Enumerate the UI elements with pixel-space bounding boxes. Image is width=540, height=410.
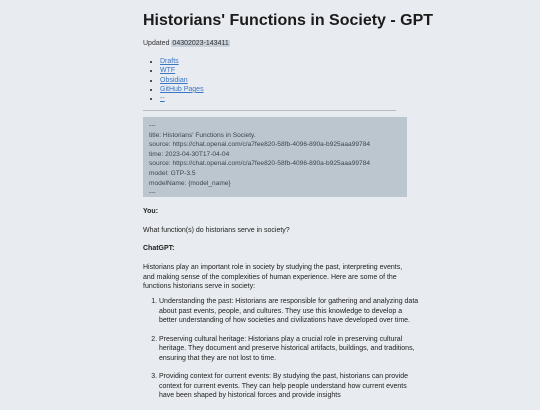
- dashes-link[interactable]: --: [160, 95, 165, 103]
- metadata-line: ---: [149, 189, 156, 197]
- horizontal-rule: [143, 110, 396, 111]
- nav-item-wtf: [160, 66, 204, 75]
- list-item: 2. Preserving cultural heritage: Historians play a crucial role in preserving cultural heritage. They document and preserve historical artifacts, buildings, and traditions, ensuring that they are not lost to time.: [159, 335, 421, 364]
- metadata-line: source: https://chat.openai.com/c/a7fee820-58fb-4096-890a-b925aaa99784: [149, 160, 371, 168]
- metadata-line: source: https://chat.openai.com/c/a7fee820-58fb-4096-890a-b925aaa99784: [149, 141, 371, 149]
- updated-timestamp: 04302023-143411: [172, 40, 229, 47]
- nav-links: [143, 57, 204, 103]
- nav-item-github-pages: [160, 85, 204, 94]
- nav-item-obsidian: [160, 76, 204, 85]
- gpt-label: ChatGPT:: [143, 245, 175, 252]
- page-title: Historians' Functions in Society - GPT: [143, 12, 434, 29]
- wtf-link[interactable]: WTF: [160, 67, 176, 75]
- drafts-link[interactable]: Drafts: [160, 58, 179, 65]
- metadata-block: [143, 117, 407, 197]
- nav-item-drafts: [160, 57, 204, 66]
- gpt-intro: Historians play an important role in society by studying the past, interpreting events, and making sense of the complexities of human experience. Here are some of the functions historians serve in society:: [143, 264, 403, 290]
- user-label: You:: [143, 208, 159, 215]
- metadata-line: time: 2023-04-30T17-04-04: [149, 150, 230, 158]
- list-item: 3. Providing context for current events: By studying the past, historians can provide context for current events. They can help people understand how current events have been shaped by historical forces and provide insights: [159, 372, 421, 401]
- updated-line: [143, 40, 230, 47]
- metadata-line: modelName: {model_name}: [149, 179, 231, 187]
- functions-list: [143, 297, 421, 410]
- metadata-line: model: GTP-3.5: [149, 169, 196, 177]
- metadata-line: title: Historians' Functions in Society.: [149, 131, 256, 139]
- list-item: 1. Understanding the past: Historians are responsible for gathering and analyzing data about past events, people, and cultures. They use this knowledge to develop a better understanding of how societies and civilizations have developed over time.: [159, 297, 421, 326]
- user-question: What function(s) do historians serve in society?: [143, 227, 290, 234]
- metadata-line: ---: [149, 122, 156, 129]
- nav-item-dashes: [160, 94, 204, 103]
- updated-label: Updated: [143, 40, 170, 47]
- obsidian-link[interactable]: Obsidian: [160, 76, 188, 84]
- github-pages-link[interactable]: GitHub Pages: [160, 85, 204, 93]
